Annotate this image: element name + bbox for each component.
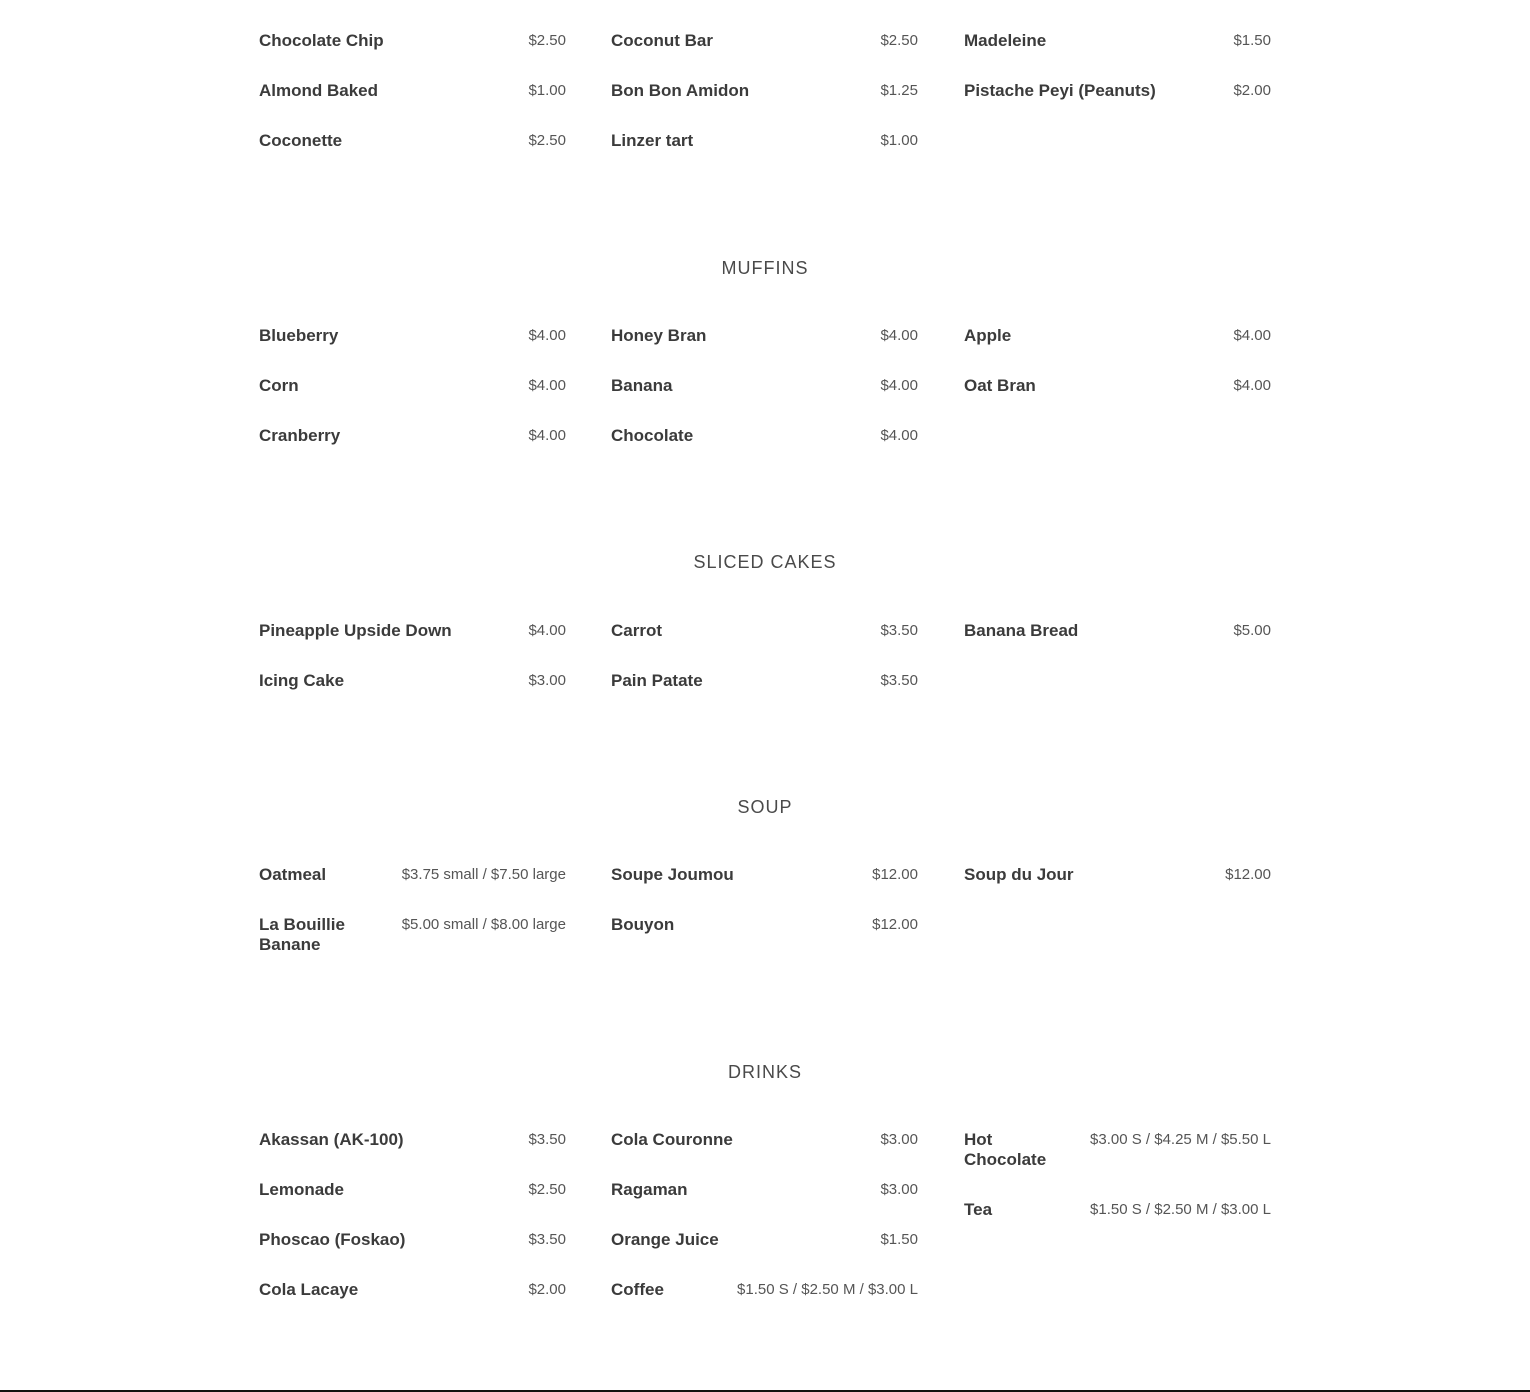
- item-name: Pain Patate: [611, 671, 703, 690]
- item-price: $2.50: [528, 32, 566, 49]
- item-name: Oat Bran: [964, 376, 1036, 395]
- item-price: $3.50: [528, 1131, 566, 1148]
- menu-item: [259, 671, 566, 691]
- item-name: Cola Lacaye: [259, 1280, 359, 1299]
- item-price: $12.00: [872, 866, 918, 883]
- item-price: $2.50: [528, 1181, 566, 1198]
- menu-item: [611, 376, 918, 396]
- item-name: Bouyon: [611, 915, 675, 934]
- item-price: $1.50: [880, 1231, 918, 1248]
- menu-item: [259, 1180, 566, 1200]
- section-title: SOUP: [737, 797, 793, 817]
- item-price: $3.00 S / $4.25 M / $5.50 L: [1090, 1131, 1271, 1148]
- menu-item: [259, 915, 566, 955]
- menu-item: [611, 671, 918, 691]
- menu-item: [259, 621, 566, 641]
- item-price: $5.00: [1233, 622, 1271, 639]
- menu-item: [259, 376, 566, 396]
- item-name: Chocolate Chip: [259, 31, 384, 50]
- menu-item: [611, 131, 918, 151]
- item-name: Corn: [259, 376, 299, 395]
- item-price: $3.75 small / $7.50 large: [401, 866, 566, 883]
- item-price: $2.00: [1233, 82, 1271, 99]
- item-name: Cranberry: [259, 426, 341, 445]
- item-name: Soupe Joumou: [611, 865, 734, 884]
- menu-item: [611, 1180, 918, 1200]
- item-name: Phoscao (Foskao): [259, 1230, 406, 1249]
- menu-item: [964, 81, 1271, 101]
- item-price: $1.50: [1233, 32, 1271, 49]
- menu-item: [964, 1130, 1271, 1170]
- item-price: $2.50: [880, 32, 918, 49]
- item-name: Carrot: [611, 621, 663, 640]
- item-name: Linzer tart: [611, 131, 694, 150]
- item-name: Apple: [964, 326, 1012, 345]
- menu-item: [259, 865, 566, 885]
- menu-item: [259, 1230, 566, 1250]
- menu-item: [259, 81, 566, 101]
- menu-item: [611, 1230, 918, 1250]
- menu-item: [259, 326, 566, 346]
- item-price: $3.50: [528, 1231, 566, 1248]
- menu-item: [964, 376, 1271, 396]
- item-name: Orange Juice: [611, 1230, 719, 1249]
- item-name: Chocolate: [611, 426, 694, 445]
- menu-item: [611, 1280, 918, 1300]
- item-name: Honey Bran: [611, 326, 707, 345]
- item-price: $4.00: [528, 377, 566, 394]
- item-name: Cola Couronne: [611, 1130, 733, 1149]
- item-price: $3.00: [880, 1131, 918, 1148]
- item-price: $3.00: [880, 1181, 918, 1198]
- menu-item: [611, 865, 918, 885]
- menu-item: [964, 621, 1271, 641]
- menu-item: [964, 326, 1271, 346]
- section-title: DRINKS: [727, 1062, 802, 1082]
- item-name: Hot Chocolate: [964, 1130, 1047, 1169]
- item-name: Akassan (AK-100): [259, 1130, 404, 1149]
- item-price: $3.00: [528, 672, 566, 689]
- item-price: $3.50: [880, 672, 918, 689]
- section-title: MUFFINS: [721, 258, 809, 278]
- item-name: Lemonade: [259, 1180, 345, 1199]
- item-price: $4.00: [880, 377, 918, 394]
- item-price: $5.00 small / $8.00 large: [401, 916, 566, 933]
- item-name: Tea: [964, 1200, 993, 1219]
- item-price: $4.00: [880, 427, 918, 444]
- item-name: Oatmeal: [259, 865, 327, 884]
- menu-item: [611, 81, 918, 101]
- item-name: Almond Baked: [259, 81, 379, 100]
- item-price: $4.00: [528, 327, 566, 344]
- menu-item: [259, 131, 566, 151]
- menu-item: [611, 326, 918, 346]
- item-name: Bon Bon Amidon: [611, 81, 750, 100]
- item-price: $12.00: [1225, 866, 1271, 883]
- menu-item: [259, 31, 566, 51]
- item-price: $3.50: [880, 622, 918, 639]
- item-price: $2.50: [528, 132, 566, 149]
- item-price: $2.00: [528, 1281, 566, 1298]
- item-price: $4.00: [528, 622, 566, 639]
- menu-item: [611, 915, 918, 935]
- item-name: Coffee: [611, 1280, 664, 1299]
- item-price: $1.50 S / $2.50 M / $3.00 L: [737, 1281, 918, 1298]
- menu-item: [964, 1200, 1271, 1220]
- item-price: $1.00: [880, 132, 918, 149]
- menu-item: [964, 865, 1271, 885]
- section-title: SLICED CAKES: [693, 552, 837, 572]
- item-name: Pistache Peyi (Peanuts): [964, 81, 1156, 100]
- item-name: Coconette: [259, 131, 343, 150]
- item-name: Soup du Jour: [964, 865, 1074, 884]
- menu-item: [611, 31, 918, 51]
- item-name: Banana Bread: [964, 621, 1079, 640]
- menu-item: [259, 426, 566, 446]
- item-name: Blueberry: [259, 326, 339, 345]
- item-name: Ragaman: [611, 1180, 688, 1199]
- menu-item: [259, 1280, 566, 1300]
- item-price: $4.00: [1233, 377, 1271, 394]
- item-name: Icing Cake: [259, 671, 345, 690]
- menu-item: [611, 621, 918, 641]
- menu-item: [611, 426, 918, 446]
- menu-item: [611, 1130, 918, 1150]
- item-price: $12.00: [872, 916, 918, 933]
- item-price: $4.00: [880, 327, 918, 344]
- menu-item: [964, 31, 1271, 51]
- item-name: Coconut Bar: [611, 31, 713, 50]
- item-name: La Bouillie Banane: [259, 915, 345, 954]
- item-price: $1.25: [880, 82, 918, 99]
- item-price: $4.00: [528, 427, 566, 444]
- item-price: $1.50 S / $2.50 M / $3.00 L: [1090, 1201, 1271, 1218]
- menu-item: [259, 1130, 566, 1150]
- item-name: Banana: [611, 376, 673, 395]
- item-price: $4.00: [1233, 327, 1271, 344]
- item-price: $1.00: [528, 82, 566, 99]
- item-name: Madeleine: [964, 31, 1047, 50]
- item-name: Pineapple Upside Down: [259, 621, 452, 640]
